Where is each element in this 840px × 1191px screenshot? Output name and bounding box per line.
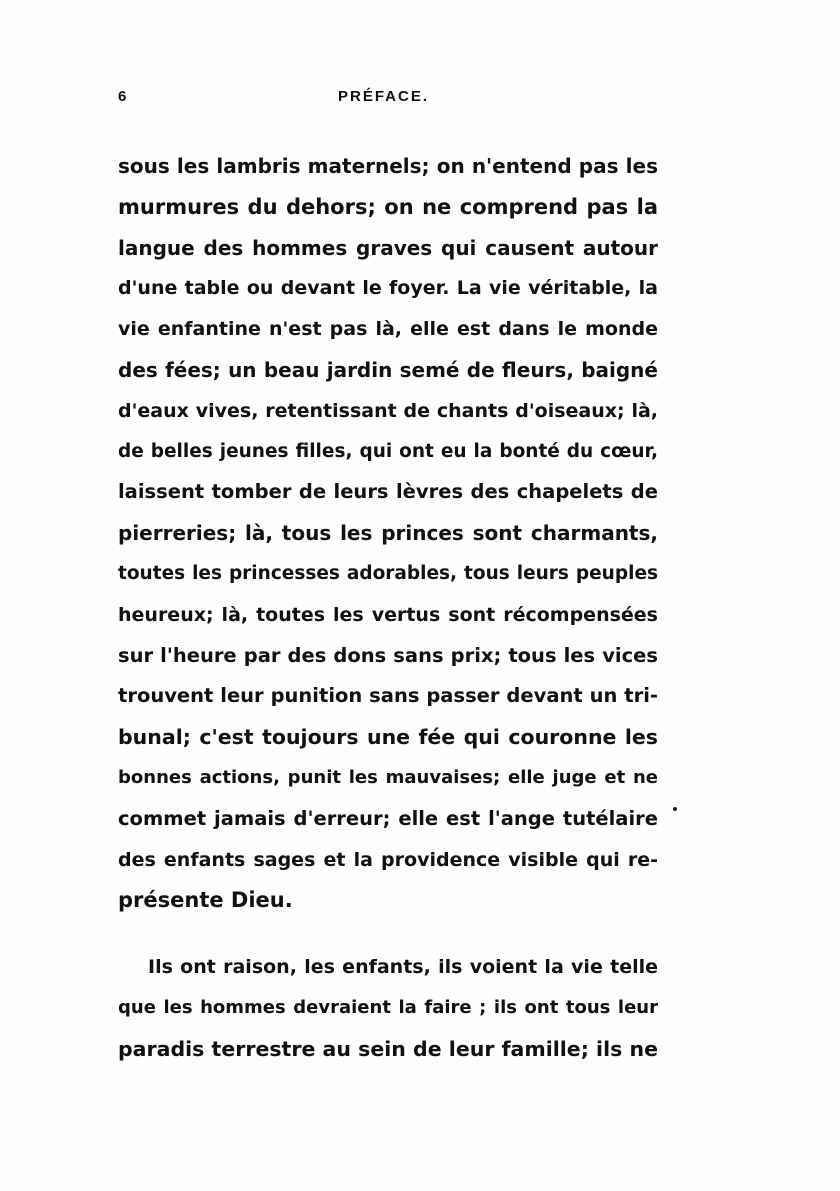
text-line: murmures du dehors; on ne comprend pas la [118,194,658,219]
page-header [118,88,658,112]
text-line: bonnes actions, punit les mauvaises; elle juge et ne [118,766,658,788]
paragraph-1 [118,146,658,921]
text-line: sous les lambris maternels; on n'entend pas les [118,154,658,178]
text-line: des fées; un beau jardin semé de fleurs, baigné [118,357,658,382]
text-line: pierreries; là, tous les princes sont charmants, [118,521,658,546]
text-line: sur l'heure par des dons sans prix; tous les vices [118,643,658,667]
text-line: bunal; c'est toujours une fée qui couronne les [118,725,658,750]
text-line: vie enfantine n'est pas là, elle est dans le monde [118,318,658,341]
text-line: de belles jeunes filles, qui ont eu la bonté du cœur, [118,440,658,462]
page-number: 6 [118,88,127,105]
text-line: d'eaux vives, retentissant de chants d'oiseaux; là, [118,399,658,422]
text-line: heureux; là, toutes les vertus sont récompensées [118,603,658,626]
text-line: commet jamais d'erreur; elle est l'ange tutélaire [118,806,658,830]
text-line: toutes les princesses adorables, tous leurs peuples [118,562,658,584]
text-line: présente Dieu. [118,888,293,913]
text-line: Ils ont raison, les enfants, ils voient la vie telle [148,956,658,978]
text-line: laissent tomber de leurs lèvres des chapelets de [118,480,658,504]
text-line: d'une table ou devant le foyer. La vie véritable, la [118,277,658,300]
paragraph-2 [118,947,658,1069]
text-line: langue des hommes graves qui causent autour [118,235,658,260]
text-line: des enfants sages et la providence visible qui re- [118,848,658,871]
text-line: paradis terrestre au sein de leur famille; ils ne [118,1036,658,1061]
text-line: que les hommes devraient la faire ; ils ont tous leur [118,996,658,1018]
running-title: PRÉFACE. [338,88,430,105]
ink-speck [673,807,677,811]
text-line: trouvent leur punition sans passer devant un tri- [118,684,658,708]
